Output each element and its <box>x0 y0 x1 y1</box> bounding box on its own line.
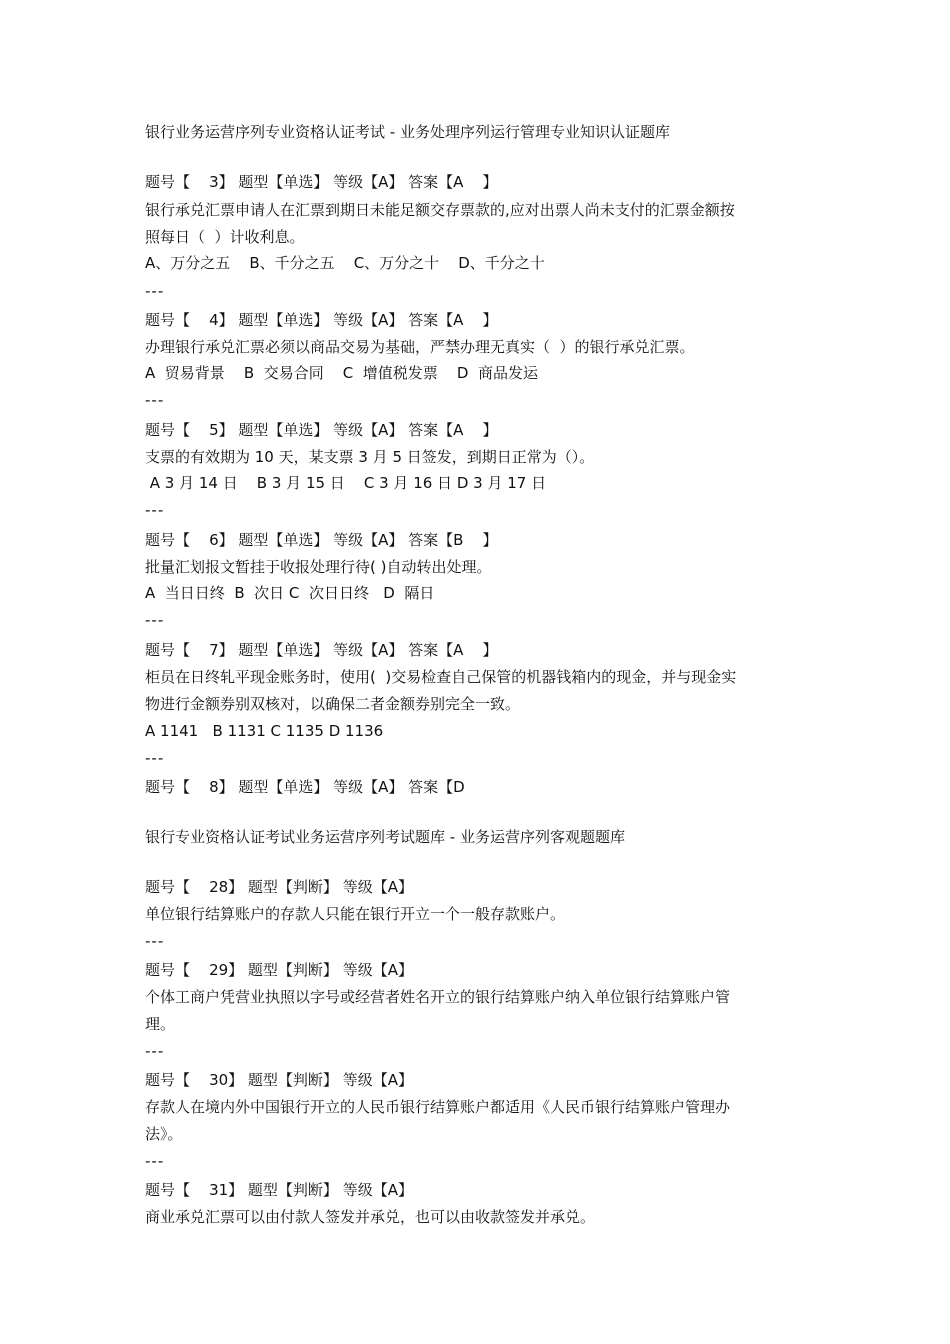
question-text: 银行承兑汇票申请人在汇票到期日未能足额交存票款的,应对出票人尚未支付的汇票金额按 <box>145 201 735 219</box>
question-header: 题号【 4】 题型【单选】 等级【A】 答案【A 】 <box>145 311 498 329</box>
question-options: A 3 月 14 日 B 3 月 15 日 C 3 月 16 日 D 3 月 17 日 <box>145 474 547 492</box>
question-text: 单位银行结算账户的存款人只能在银行开立一个一般存款账户。 <box>145 905 566 923</box>
question-text: 支票的有效期为 10 天，某支票 3 月 5 日签发，到期日正常为（）。 <box>145 448 595 466</box>
question-header: 题号【 6】 题型【单选】 等级【A】 答案【B 】 <box>145 531 498 549</box>
question-text: 物进行金额券别双核对，以确保二者金额券别完全一致。 <box>145 695 521 713</box>
question-text: 批量汇划报文暂挂于收报处理行待( )自动转出处理。 <box>145 558 492 576</box>
separator: --- <box>145 932 165 950</box>
separator: --- <box>145 391 165 409</box>
question-options: A 当日日终 B 次日 C 次日日终 D 隔日 <box>145 584 435 602</box>
question-options: A、万分之五 B、千分之五 C、万分之十 D、千分之十 <box>145 254 545 272</box>
question-text: 理。 <box>145 1015 176 1033</box>
separator: --- <box>145 749 165 767</box>
question-header: 题号【 8】 题型【单选】 等级【A】 答案【D <box>145 778 465 796</box>
question-header: 题号【 5】 题型【单选】 等级【A】 答案【A 】 <box>145 421 498 439</box>
section-title: 银行业务运营序列专业资格认证考试 - 业务处理序列运行管理专业知识认证题库 <box>145 123 670 141</box>
section-title: 银行专业资格认证考试业务运营序列考试题库 - 业务运营序列客观题题库 <box>145 828 625 846</box>
question-text: 存款人在境内外中国银行开立的人民币银行结算账户都适用《人民币银行结算账户管理办 <box>145 1098 731 1116</box>
separator: --- <box>145 501 165 519</box>
question-header: 题号【 28】 题型【判断】 等级【A】 <box>145 878 413 896</box>
question-options: A 1141 B 1131 C 1135 D 1136 <box>145 722 384 740</box>
question-text: 法》。 <box>145 1125 183 1143</box>
separator: --- <box>145 1152 165 1170</box>
question-header: 题号【 29】 题型【判断】 等级【A】 <box>145 961 413 979</box>
question-header: 题号【 3】 题型【单选】 等级【A】 答案【A 】 <box>145 173 498 191</box>
question-text: 照每日（ ）计收利息。 <box>145 228 305 246</box>
question-text: 商业承兑汇票可以由付款人签发并承兑，也可以由收款签发并承兑。 <box>145 1208 596 1226</box>
separator: --- <box>145 611 165 629</box>
question-text: 办理银行承兑汇票必须以商品交易为基础，严禁办理无真实（ ）的银行承兑汇票。 <box>145 338 695 356</box>
question-options: A 贸易背景 B 交易合同 C 增值税发票 D 商品发运 <box>145 364 538 382</box>
question-header: 题号【 7】 题型【单选】 等级【A】 答案【A 】 <box>145 641 498 659</box>
question-text: 柜员在日终轧平现金账务时，使用( )交易检查自己保管的机器钱箱内的现金，并与现金实 <box>145 668 737 686</box>
separator: --- <box>145 1042 165 1060</box>
question-header: 题号【 31】 题型【判断】 等级【A】 <box>145 1181 413 1199</box>
separator: --- <box>145 282 165 300</box>
question-text: 个体工商户凭营业执照以字号或经营者姓名开立的银行结算账户纳入单位银行结算账户管 <box>145 988 731 1006</box>
question-header: 题号【 30】 题型【判断】 等级【A】 <box>145 1071 413 1089</box>
